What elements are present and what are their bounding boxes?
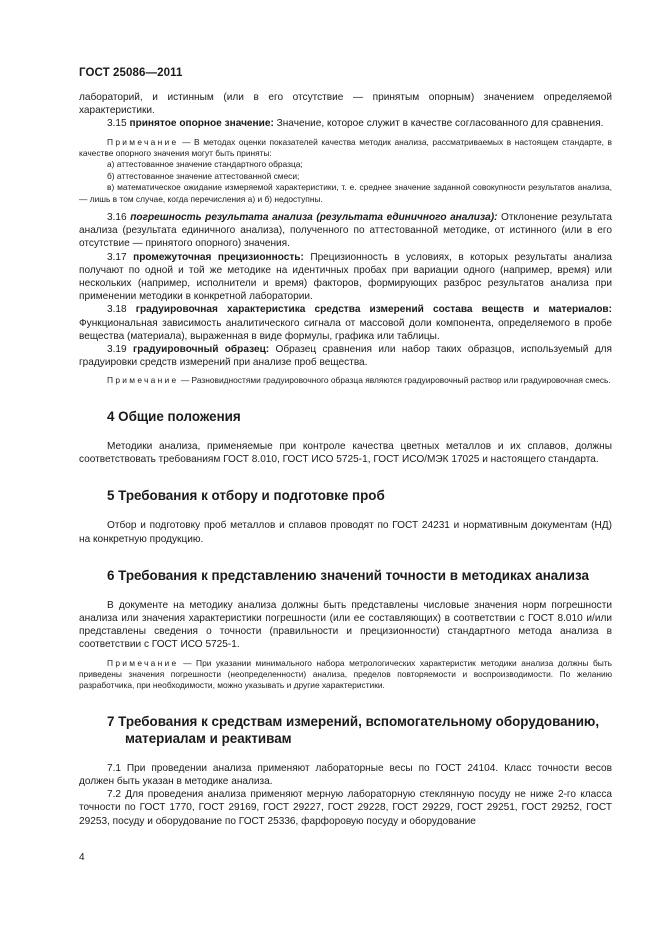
note-metrology: Примечание — При указании минимального набора метрологических характеристик методики анализа должны быть приведены значения погрешности (неопределенности) анализа, пределов повторяемости и воспроизводимости. По желанию разработчика, при необходимости, можно указывать и другие характеристики. [79,657,612,691]
paragraph-continuation: лабораторий, и истинным (или в его отсутствие — принятым опорным) значением определяемой характеристики. [79,92,612,117]
paragraph-7-1: 7.1 При проведении анализа применяют лабораторные весы по ГОСТ 24104. Класс точности весов должен быть указан в методике анализа. [79,762,612,787]
note-item-c: в) математическое ожидание измеряемой характеристики, т. е. среднее значение заданной совокупности результатов анализа, — лишь в том случае, когда перечисления а) и б) недоступны. [79,182,612,204]
page-number: 4 [79,852,85,863]
section-7-heading-line1: 7 Требования к средствам измерений, вспомогательному оборудованию, [107,713,600,729]
note-reference-value: Примечание — В методах оценки показателей качества методик анализа, рассматриваемых в настоящем стандарте, в качестве опорного значения могут быть приняты: [79,136,612,159]
section-4-heading: 4 Общие положения [107,408,241,424]
document-header: ГОСТ 25086—2011 [79,67,183,79]
document-body [79,91,612,828]
note-item-b: б) аттестованное значение аттестованной смеси; [107,170,300,181]
term-3-17: 3.17 промежуточная прецизионность: Прецизионность в условиях, в которых результаты анализа получают по одной и той же методике на идентичных пробах при вариации одного (например, время) или нескольких (например, исполнители и время) факторов, формирующих разброс результатов анализа при применении методики в конкретной лаборатории. [79,251,613,303]
term-3-18: 3.18 градуировочная характеристика средства измерений состава веществ и материалов: Функциональная зависимость аналитического сигнала от массовой доли компонента, определяемого в пробе вещества (материала), выраженная в виде формулы, графика или таблицы. [79,304,612,342]
term-3-16: 3.16 погрешность результата анализа (результата единичного анализа): Отклонение результата анализа (результата единичного анализа), полученного по аттестованной методике, от истинного (или в его отсутствие — принятого опорного) значения. [79,212,612,250]
section-7-heading-line2: материалам и реактивам [125,730,292,746]
note-item-a: а) аттестованное значение стандартного образца; [107,159,303,170]
section-4-text: Методики анализа, применяемые при контроле качества цветных металлов и их сплавов, должны соответствовать требованиям ГОСТ 8.010, ГОСТ ИСО 5725-1, ГОСТ ИСО/МЭК 17025 и настоящего стандарта. [79,440,612,466]
term-3-19: 3.19 градуировочный образец: Образец сравнения или набор таких образцов, используемый для градуировки средств измерений при анализе проб вещества. [79,344,612,369]
note-calibration: Примечание — Разновидностями градуировочного образца являются градуировочный раствор или градуировочная смесь. [107,375,611,386]
section-6-text: В документе на методику анализа должны быть представлены числовые значения норм погрешности анализа или значения характеристики погрешности (или ее составляющих) в соответствии с ГОСТ 8.010 и/или представлены сведения о точности (правильности и прецизионности) стандартного метода анализа в соответствии с ГОСТ ИСО 5725-1. [79,599,612,651]
section-5-heading: 5 Требования к отбору и подготовке проб [107,488,385,504]
section-6-heading: 6 Требования к представлению значений точности в методиках анализа [107,567,589,583]
paragraph-7-2: 7.2 Для проведения анализа применяют мерную лабораторную стеклянную посуду не ниже 2-го класса точности по ГОСТ 1770, ГОСТ 29169, ГОСТ 29227, ГОСТ 29228, ГОСТ 29229, ГОСТ 29251, ГОСТ 29252, ГОСТ 29253, посуду и оборудование по ГОСТ 25336, фарфоровую посуду и оборудование [79,789,612,827]
section-5-text: Отбор и подготовку проб металлов и сплавов проводят по ГОСТ 24231 и нормативным документам (НД) на конкретную продукцию. [79,520,612,545]
term-3-15: 3.15 принятое опорное значение: Значение, которое служит в качестве согласованного для сравнения. [107,118,604,130]
